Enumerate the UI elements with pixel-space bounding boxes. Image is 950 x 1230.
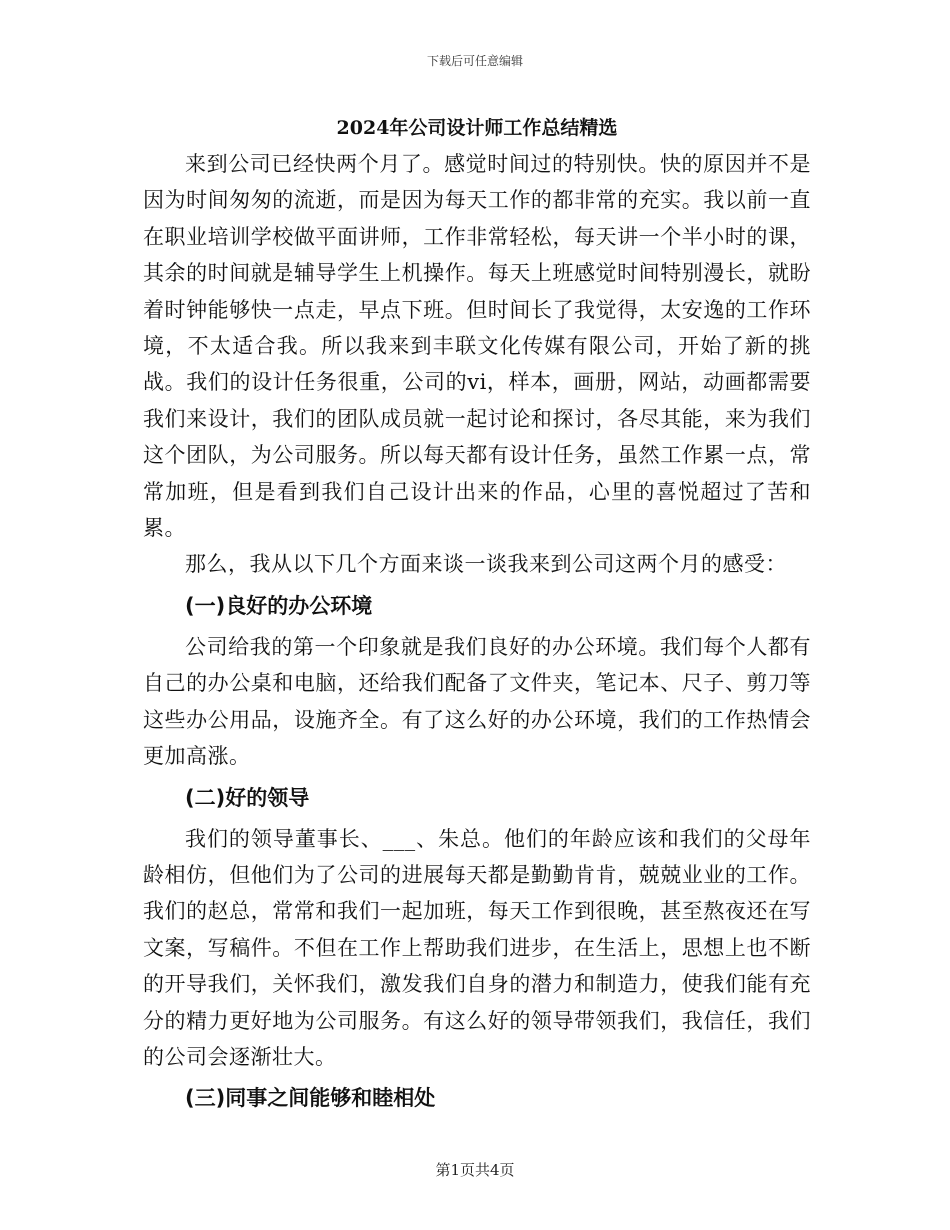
section-body-2: 我们的领导董事长、___、朱总。他们的年龄应该和我们的父母年龄相仿，但他们为了公司的进展每天都是勤勤肯肯，兢兢业业的工作。我们的赵总，常常和我们一起加班，每天工作到很晚，甚至熬夜还在写文案，写稿件。不但在工作上帮助我们进步，在生活上，思想上也不断的开导我们，关怀我们，激发我们自身的潜力和制造力，使我们能有充分的精力更好地为公司服务。有这么好的领导带领我们，我信任，我们的公司会逐渐壮大。 <box>143 826 811 1069</box>
document-title: 2024年公司设计师工作总结精选 <box>336 117 618 139</box>
document-body <box>143 113 811 1121</box>
section-heading-1: (一)良好的办公环境 <box>185 593 373 618</box>
page-number: 第1页共4页 <box>435 1161 515 1179</box>
intro-paragraph: 来到公司已经快两个月了。感觉时间过的特别快。快的原因并不是因为时间匆匆的流逝，而是因为每天工作的都非常的充实。我以前一直在职业培训学校做平面讲师，工作非常轻松，每天讲一个半小时的课，其余的时间就是辅导学生上机操作。每天上班感觉时间特别漫长，就盼着时钟能够快一点走，早点下班。但时间长了我觉得，太安逸的工作环境，不太适合我。所以我来到丰联文化传媒有限公司，开始了新的挑战。我们的设计任务很重，公司的vi，样本，画册，网站，动画都需要我们来设计，我们的团队成员就一起讨论和探讨，各尽其能，来为我们这个团队，为公司服务。所以每天都有设计任务，虽然工作累一点，常常加班，但是看到我们自己设计出来的作品，心里的喜悦超过了苦和累。 <box>143 152 811 541</box>
transition-paragraph: 那么，我从以下几个方面来谈一谈我来到公司这两个月的感受： <box>185 552 787 577</box>
section-body-1: 公司给我的第一个印象就是我们良好的办公环境。我们每个人都有自己的办公桌和电脑，还给我们配备了文件夹，笔记本、尺子、剪刀等这些办公用品，设施齐全。有了这么好的办公环境，我们的工作热情会更加高涨。 <box>143 634 811 769</box>
header-note: 下载后可任意编辑 <box>426 54 523 68</box>
section-heading-3: (三)同事之间能够和睦相处 <box>185 1086 436 1111</box>
section-heading-2: (二)好的领导 <box>185 785 310 810</box>
